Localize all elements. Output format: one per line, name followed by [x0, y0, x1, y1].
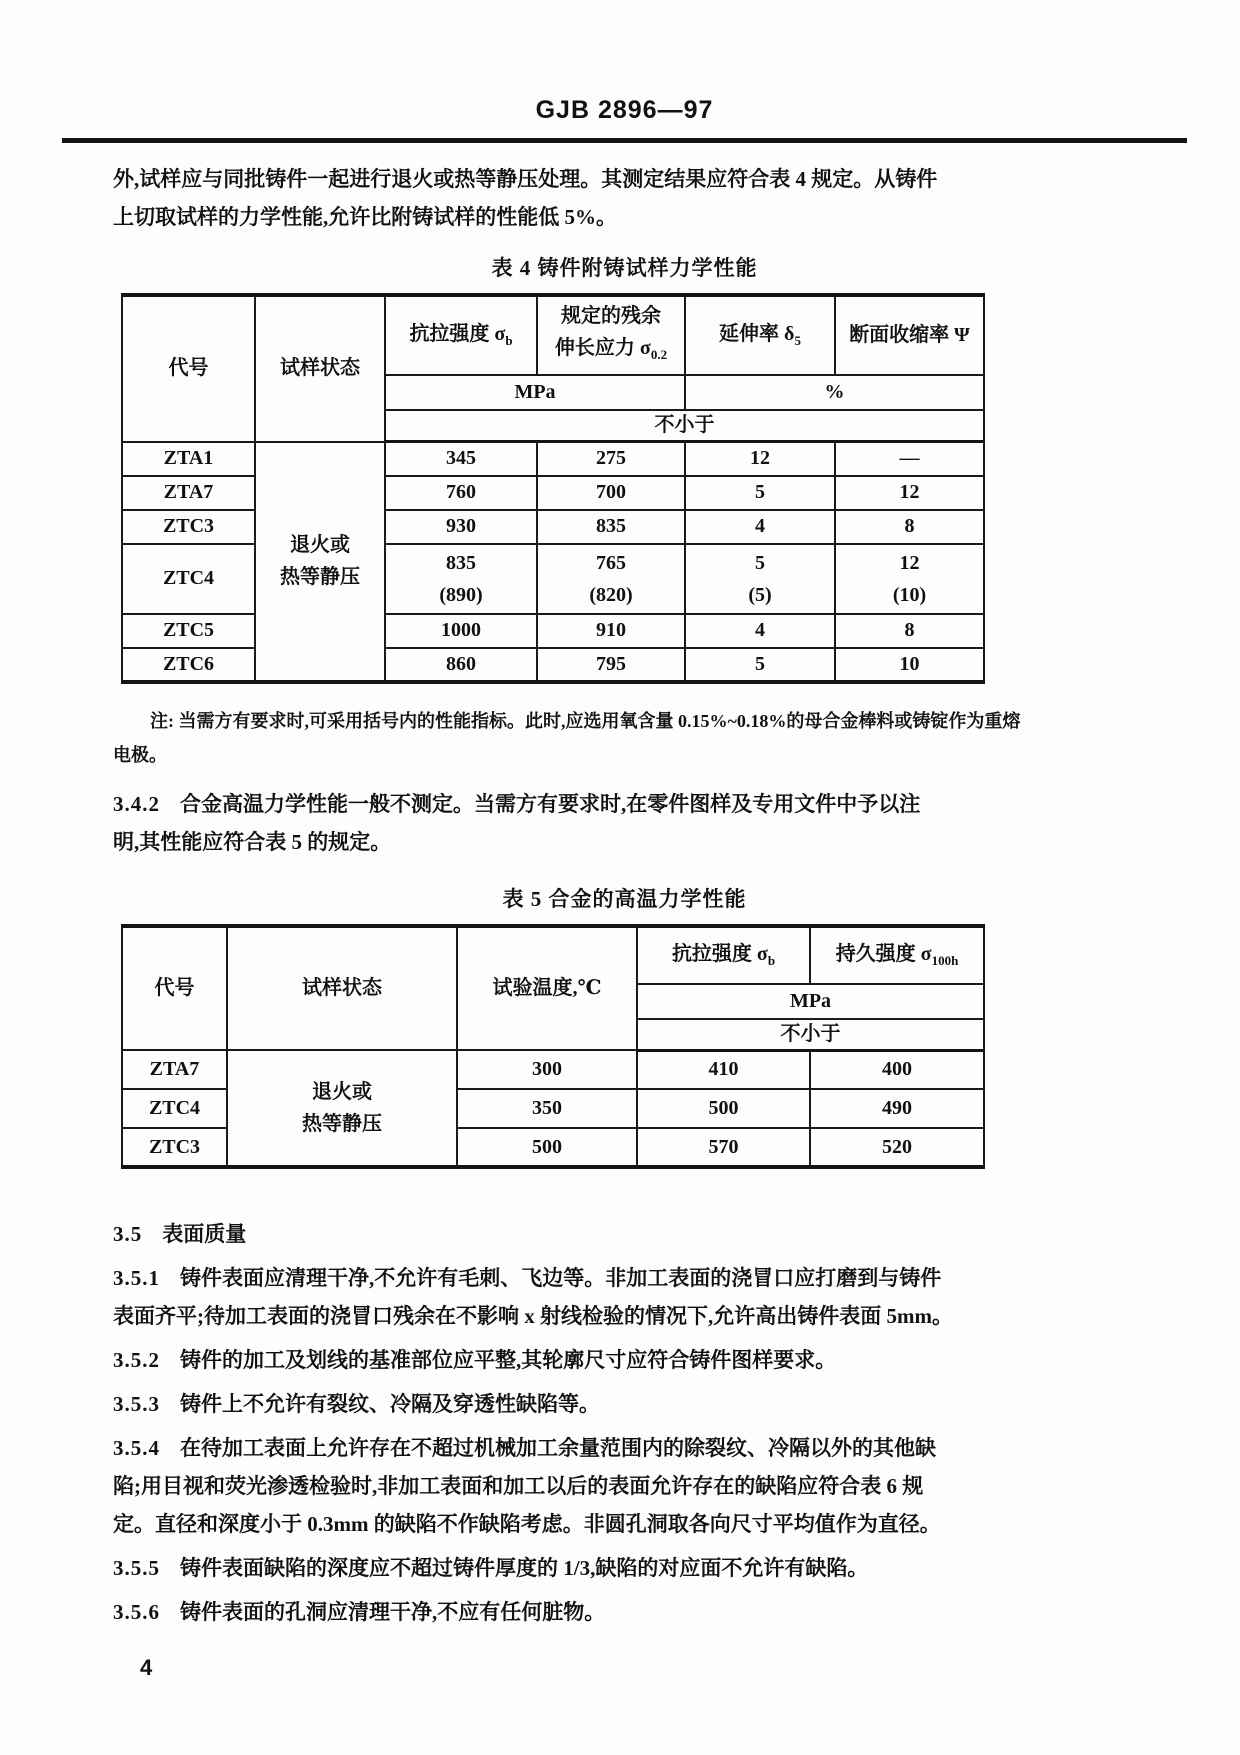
section-number: 3.5.1: [113, 1266, 160, 1290]
table4-value-cell: 835: [537, 510, 685, 544]
table4-code-cell: ZTC4: [122, 544, 255, 614]
table4-code-cell: ZTC5: [122, 614, 255, 648]
table5-high-temperature-properties: [121, 924, 985, 1170]
table4-code-cell: ZTC6: [122, 648, 255, 682]
table4-code-cell: ZTA7: [122, 476, 255, 510]
table-row: [122, 510, 984, 544]
table4-code-cell: ZTA1: [122, 442, 255, 476]
table5-value-cell: 500: [457, 1128, 637, 1167]
section-text: 铸件表面的孔洞应清理干净,不应有任何脏物。: [180, 1600, 606, 1624]
table5-header-endurance: 持久强度 $\sigma_{100h}$: [810, 926, 984, 984]
table5-header-row: [122, 926, 984, 984]
table-row: [122, 544, 984, 614]
table4-value-cell: 12 (10): [835, 544, 984, 614]
table4-state-cell: 退火或 热等静压: [255, 442, 385, 682]
intro-paragraph: [113, 160, 1136, 236]
table4-value-cell: 10: [835, 648, 984, 682]
table4-value-cell: 5: [685, 648, 835, 682]
section-3-5-6: [113, 1593, 1136, 1631]
table5-value-cell: 570: [637, 1128, 810, 1167]
table4-value-cell: 4: [685, 510, 835, 544]
table5-value-cell: 400: [810, 1050, 984, 1089]
section-text: 合金高温力学性能一般不测定。当需方有要求时,在零件图样及专用文件中予以注: [180, 791, 921, 816]
section-title: 表面质量: [162, 1222, 247, 1246]
table4-value-cell: 4: [685, 614, 835, 648]
table4-value-cell: 760: [385, 476, 537, 510]
table4-unit-percent: %: [685, 375, 984, 410]
section-number: 3.4.2: [113, 791, 160, 816]
table4-header-reduction: 断面收缩率 Ψ: [835, 295, 984, 375]
table-row: [122, 648, 984, 682]
section-3-5-4: [113, 1429, 1136, 1543]
note-line: 电极。: [113, 744, 167, 765]
section-text: 铸件表面应清理干净,不允许有毛刺、飞边等。非加工表面的浇冒口应打磨到与铸件: [180, 1266, 942, 1290]
section-3-5-2: [113, 1341, 1136, 1379]
table-row: [122, 476, 984, 510]
section-text: 铸件上不允许有裂纹、冷隔及穿透性缺陷等。: [180, 1392, 600, 1416]
section-3-5-1: [113, 1259, 1136, 1335]
intro-line: 外,试样应与同批铸件一起进行退火或热等静压处理。其测定结果应符合表 4 规定。从铸件: [113, 167, 938, 191]
table5-header-tensile: 抗拉强度 $\sigma_b$: [637, 926, 810, 984]
table5-header-state: 试样状态: [227, 926, 457, 1051]
section-number: 3.5.2: [113, 1348, 160, 1372]
table4-header-state: 试样状态: [255, 295, 385, 442]
table5-code-cell: ZTC3: [122, 1128, 227, 1167]
table4-value-cell: 5 (5): [685, 544, 835, 614]
table4-value-cell: 765 (820): [537, 544, 685, 614]
table4-value-cell: —: [835, 442, 984, 476]
section-3-5-heading: [113, 1215, 1136, 1253]
table4-header-row: [122, 295, 984, 375]
table5-not-less-than: 不小于: [637, 1019, 984, 1051]
table4-header-residual: 规定的残余 伸长应力 $\sigma_{0.2}$: [537, 295, 685, 375]
table4-value-cell: 8: [835, 614, 984, 648]
table4-cast-on-specimen-properties: [121, 293, 985, 684]
section-number: 3.5.6: [113, 1600, 160, 1624]
table4-note: [113, 704, 1136, 772]
table5-code-cell: ZTC4: [122, 1089, 227, 1128]
table5-header-temp: 试验温度,℃: [457, 926, 637, 1051]
table-row: [122, 442, 984, 476]
table4-unit-mpa: MPa: [385, 375, 685, 410]
table4-value-cell: 12: [685, 442, 835, 476]
header-rule: [62, 138, 1187, 143]
section-text: 陷;用目视和荧光渗透检验时,非加工表面和加工以后的表面允许存在的缺陷应符合表 6 规: [113, 1474, 924, 1498]
table4-value-cell: 860: [385, 648, 537, 682]
table4-value-cell: 5: [685, 476, 835, 510]
section-text: 在待加工表面上允许存在不超过机械加工余量范围内的除裂纹、冷隔以外的其他缺: [180, 1436, 936, 1460]
table4-header-elongation: 延伸率 $\delta_5$: [685, 295, 835, 375]
table-row: [122, 1050, 984, 1089]
table4-not-less-than: 不小于: [385, 410, 984, 442]
table4-value-cell: 930: [385, 510, 537, 544]
table4-value-cell: 700: [537, 476, 685, 510]
section-3-5-5: [113, 1549, 1136, 1587]
section-3-4-2: [113, 785, 1136, 861]
section-number: 3.5.4: [113, 1436, 160, 1460]
table-row: [122, 614, 984, 648]
table4-caption: 表 4 铸件附铸试样力学性能: [491, 256, 758, 280]
section-number: 3.5.5: [113, 1556, 160, 1580]
table4-value-cell: 910: [537, 614, 685, 648]
table5-value-cell: 490: [810, 1089, 984, 1128]
table4-value-cell: 12: [835, 476, 984, 510]
table5-value-cell: 410: [637, 1050, 810, 1089]
intro-line: 上切取试样的力学性能,允许比附铸试样的性能低 5%。: [113, 205, 617, 229]
standard-number-header: GJB 2896—97: [535, 96, 714, 124]
section-text: 表面齐平;待加工表面的浇冒口残余在不影响 x 射线检验的情况下,允许高出铸件表面 5mm。: [113, 1304, 953, 1328]
page-number: 4: [140, 1655, 153, 1680]
table4-value-cell: 835 (890): [385, 544, 537, 614]
section-3-5-3: [113, 1385, 1136, 1423]
section-number: 3.5: [113, 1222, 143, 1246]
table4-value-cell: 1000: [385, 614, 537, 648]
table4-header-tensile: 抗拉强度 $\sigma_b$: [385, 295, 537, 375]
table5-value-cell: 520: [810, 1128, 984, 1167]
section-text: 铸件表面缺陷的深度应不超过铸件厚度的 1/3,缺陷的对应面不允许有缺陷。: [180, 1556, 869, 1580]
table4-value-cell: 345: [385, 442, 537, 476]
note-line: 注: 当需方有要求时,可采用括号内的性能指标。此时,应选用氧含量 0.15%~0.18%的母合金棒料或铸锭作为重熔: [150, 710, 1021, 731]
table5-caption: 表 5 合金的高温力学性能: [502, 886, 747, 911]
table5-unit-mpa: MPa: [637, 984, 984, 1019]
table5-state-cell: 退火或 热等静压: [227, 1050, 457, 1167]
table5-value-cell: 350: [457, 1089, 637, 1128]
table4-code-cell: ZTC3: [122, 510, 255, 544]
table5-value-cell: 500: [637, 1089, 810, 1128]
table4-value-cell: 795: [537, 648, 685, 682]
table4-header-code: 代号: [122, 295, 255, 442]
section-number: 3.5.3: [113, 1392, 160, 1416]
table4-value-cell: 275: [537, 442, 685, 476]
table5-code-cell: ZTA7: [122, 1050, 227, 1089]
table4-value-cell: 8: [835, 510, 984, 544]
section-text: 明,其性能应符合表 5 的规定。: [113, 829, 392, 854]
section-text: 铸件的加工及划线的基准部位应平整,其轮廓尺寸应符合铸件图样要求。: [180, 1348, 837, 1372]
table5-value-cell: 300: [457, 1050, 637, 1089]
section-text: 定。直径和深度小于 0.3mm 的缺陷不作缺陷考虑。非圆孔洞取各向尺寸平均值作为直径。: [113, 1512, 941, 1536]
table5-header-code: 代号: [122, 926, 227, 1051]
